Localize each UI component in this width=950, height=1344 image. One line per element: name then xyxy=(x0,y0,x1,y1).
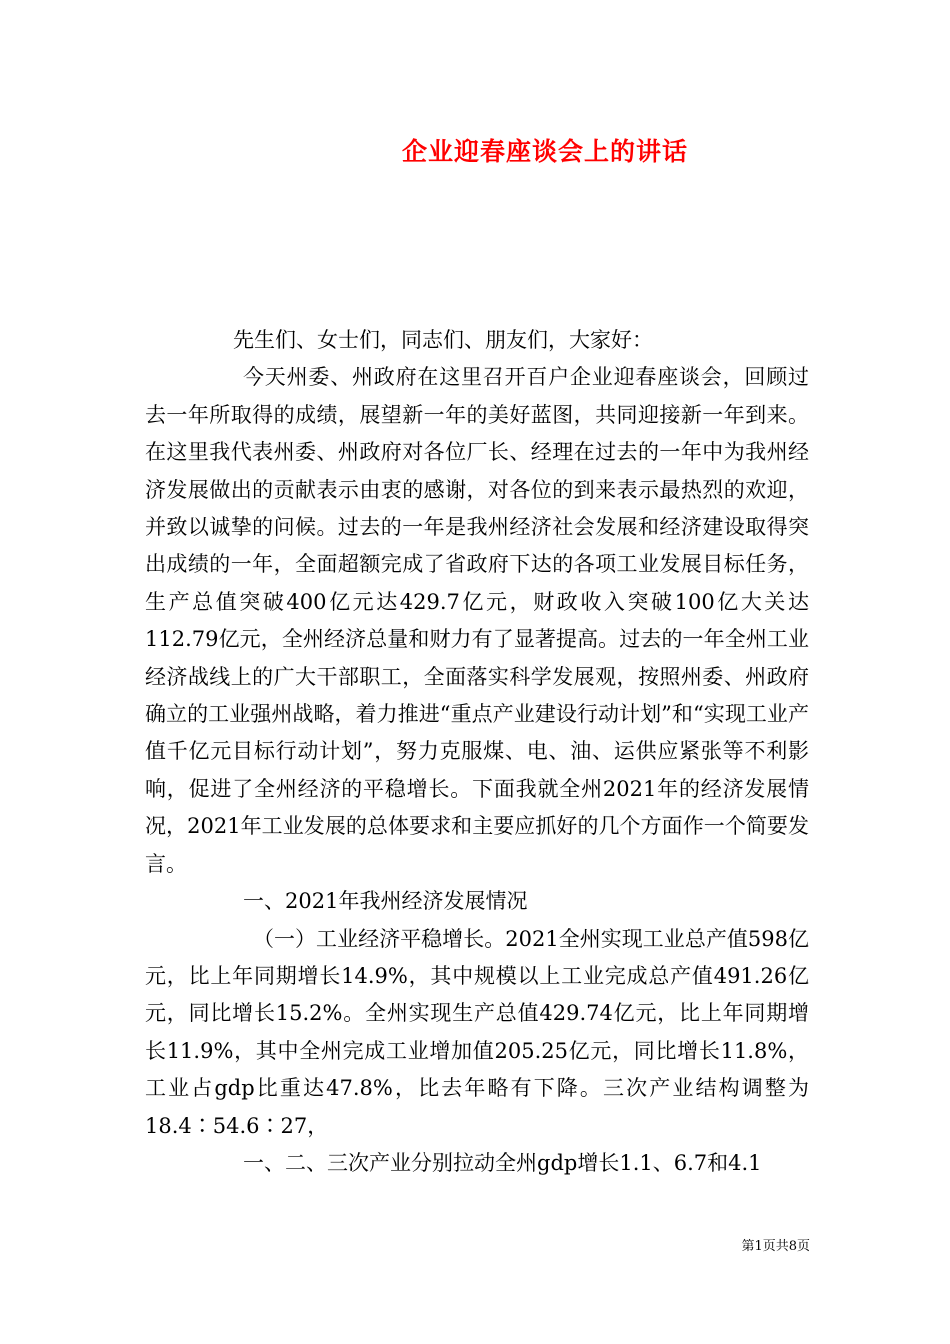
document-title: 企业迎春座谈会上的讲话 xyxy=(401,137,688,166)
continuation-paragraph: 一、二、三次产业分别拉动全州gdp增长1.1、6.7和4.1 xyxy=(243,1150,762,1175)
document-body xyxy=(145,322,809,1182)
page-indicator: 第1页共8页 xyxy=(741,1239,810,1254)
section-heading: 一、2021年我州经济发展情况 xyxy=(243,889,528,914)
intro-paragraph: 今天州委、州政府在这里召开百户企业迎春座谈会，回顾过去一年所取得的成绩，展望新一年的美好蓝图，共同迎接新一年到来。在这里我代表州委、州政府对各位厂长、经理在过去的一年中为我州经济发展做出的贡献表示由衷的感谢，对各位的到来表示最热烈的欢迎，并致以诚挚的问候。过去的一年是我州经济社会发展和经济建设取得突出成绩的一年，全面超额完成了省政府下达的各项工业发展目标任务，生产总值突破400亿元达429.7亿元，财政收入突破100亿大关达112.79亿元，全州经济总量和财力有了显著提高。过去的一年全州工业经济战线上的广大干部职工，全面落实科学发展观，按照州委、州政府确立的工业强州战略，着力推进“重点产业建设行动计划”和“实现工业产值千亿元目标行动计划”，努力克服煤、电、油、运供应紧张等不利影响，促进了全州经济的平稳增长。下面我就全州2021年的经济发展情况，2021年工业发展的总体要求和主要应抓好的几个方面作一个简要发言。 xyxy=(145,365,809,876)
greeting-paragraph: 先生们、女士们，同志们、朋友们，大家好： xyxy=(233,328,653,352)
subsection-paragraph: （一）工业经济平稳增长。2021全州实现工业总产值598亿元，比上年同期增长14.9%，其中规模以上工业完成总产值491.26亿元，同比增长15.2%。全州实现生产总值429.74亿元，比上年同期增长11.9%，其中全州完成工业增加值205.25亿元，同比增长11.8%，工业占gdp比重达47.8%，比去年略有下降。三次产业结构调整为18.4∶54.6∶27， xyxy=(145,926,809,1138)
